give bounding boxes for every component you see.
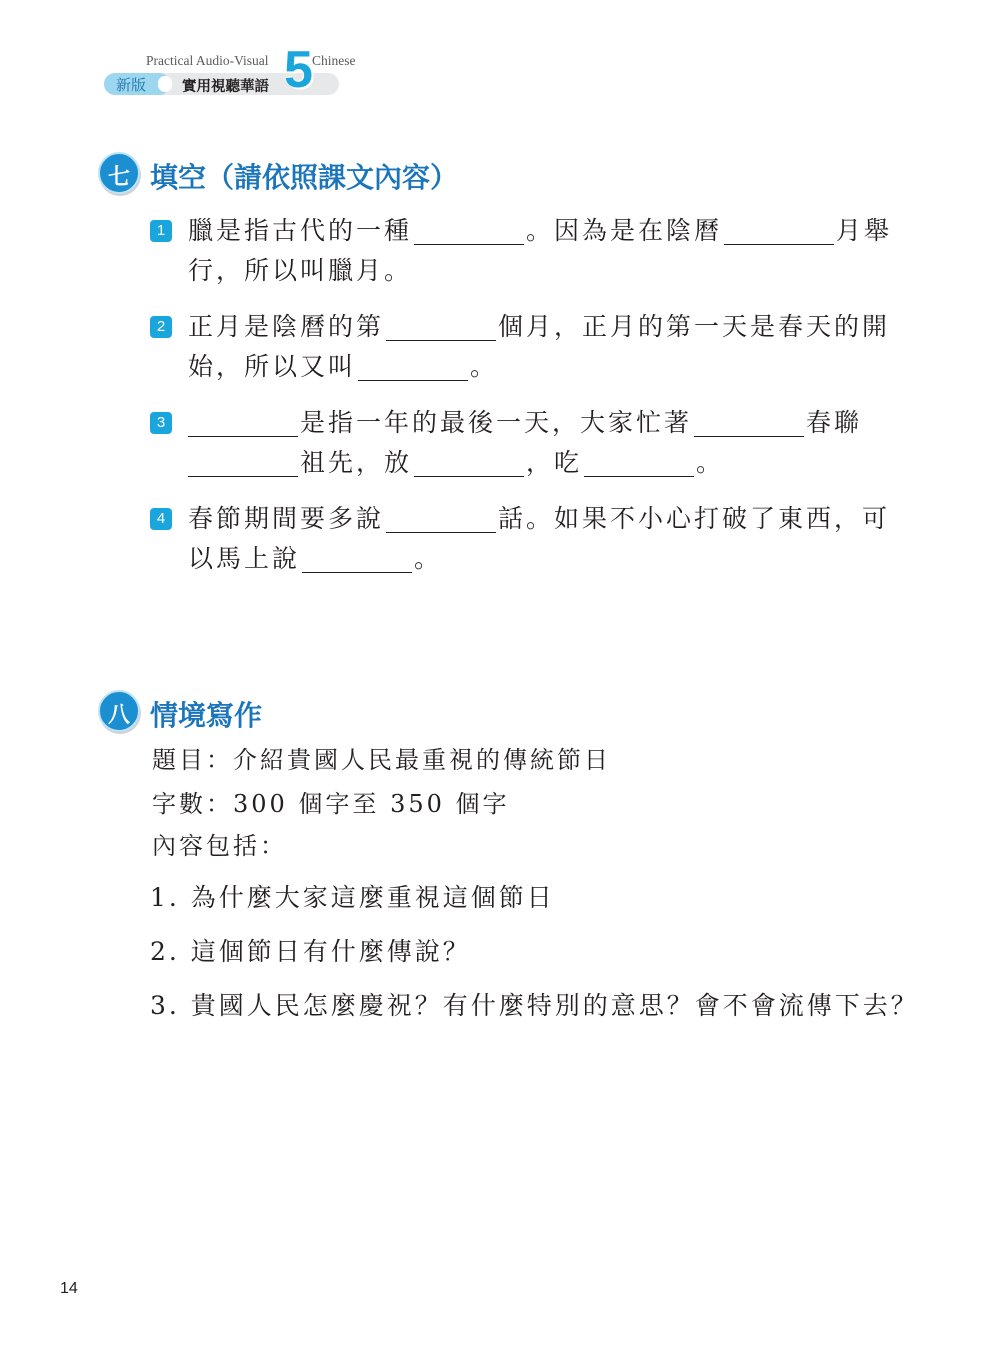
blank[interactable] bbox=[188, 410, 298, 437]
item-2-line-2: 始，所以又叫 。 bbox=[188, 352, 499, 381]
blank[interactable] bbox=[724, 218, 834, 245]
item-number-3: 3 bbox=[150, 412, 172, 434]
item-1-line-2: 行，所以叫臘月。 bbox=[188, 256, 413, 285]
writing-point-3: 3. 貴國人民怎麼慶祝？有什麼特別的意思？會不會流傳下去？ bbox=[150, 991, 919, 1020]
item-1-line-1: 臘是指古代的一種 。因為是在陰曆 月舉 bbox=[188, 216, 893, 245]
series-title-cn: 實用視聽華語 bbox=[182, 78, 269, 95]
writing-point-1: 1. 為什麼大家這麼重視這個節日 bbox=[150, 883, 555, 912]
edition-badge-label: 新版 bbox=[116, 76, 147, 94]
volume-number: 5 bbox=[284, 41, 313, 99]
blank[interactable] bbox=[302, 546, 412, 573]
section-8-title: 情境寫作 bbox=[150, 699, 263, 732]
section-7-badge: 七 bbox=[98, 152, 140, 194]
writing-word-count: 字數：300 個字至 350 個字 bbox=[152, 790, 510, 818]
item-number-2: 2 bbox=[150, 316, 172, 338]
blank[interactable] bbox=[386, 506, 496, 533]
blank[interactable] bbox=[358, 354, 468, 381]
book-header bbox=[104, 41, 364, 100]
item-number-4: 4 bbox=[150, 508, 172, 530]
header-pill-decoration bbox=[158, 76, 172, 92]
blank[interactable] bbox=[188, 450, 298, 477]
item-4-line-2: 以馬上說 。 bbox=[188, 544, 443, 573]
blank[interactable] bbox=[694, 410, 804, 437]
blank[interactable] bbox=[584, 450, 694, 477]
writing-topic: 題目：介紹貴國人民最重視的傳統節日 bbox=[152, 746, 611, 774]
page-number: 14 bbox=[60, 1280, 78, 1297]
item-3-line-2: 祖先，放 ，吃 。 bbox=[188, 448, 724, 478]
writing-content-label: 內容包括： bbox=[152, 832, 287, 860]
item-3-line-1: 是指一年的最後一天，大家忙著 春聯 bbox=[188, 408, 862, 438]
section-8-badge: 八 bbox=[98, 690, 140, 732]
item-4-line-1: 春節期間要多說 話。如果不小心打破了東西，可 bbox=[188, 504, 891, 533]
section-7-title: 填空（請依照課文內容） bbox=[150, 161, 459, 194]
series-title-en-chinese: Chinese bbox=[312, 53, 356, 68]
series-title-en: Practical Audio-Visual bbox=[146, 53, 269, 68]
item-number-1: 1 bbox=[150, 220, 172, 242]
blank[interactable] bbox=[414, 218, 524, 245]
blank[interactable] bbox=[386, 314, 496, 341]
writing-point-2: 2. 這個節日有什麼傳說？ bbox=[150, 937, 471, 966]
blank[interactable] bbox=[414, 450, 524, 477]
item-2-line-1: 正月是陰曆的第 個月，正月的第一天是春天的開 bbox=[188, 312, 891, 341]
